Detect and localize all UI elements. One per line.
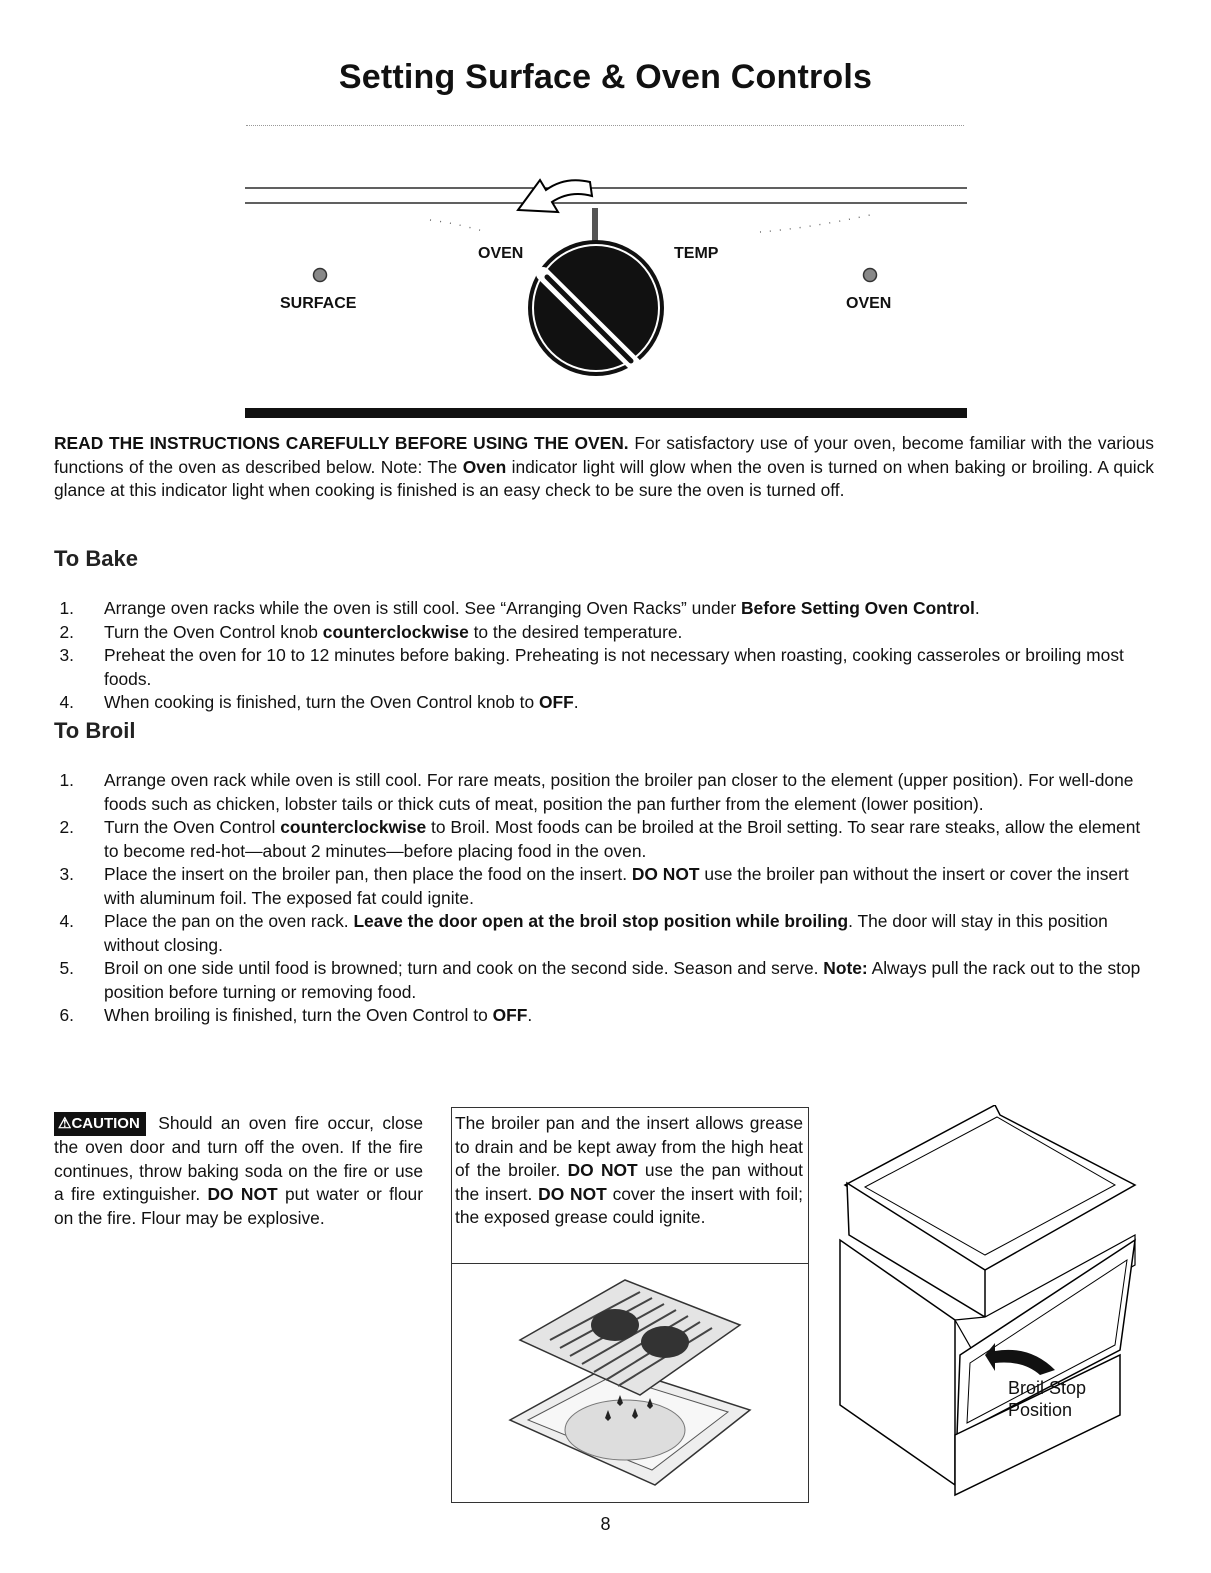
- list-item: 3. Preheat the oven for 10 to 12 minutes before baking. Preheating is not necessary when roasting, cooking casseroles or broiling most foods.: [59, 645, 1124, 689]
- bake-heading: To Bake: [54, 546, 138, 571]
- broiler-pan-illustration: [490, 1270, 770, 1495]
- broil-steps: [54, 769, 1146, 1028]
- list-item: 5. Broil on one side until food is browned; turn and cook on the second side. Season and serve. Note: Always pull the rack out to the stop position before turning or removing food.: [59, 958, 1141, 1002]
- page-number: 8: [600, 1514, 611, 1534]
- oven-knob: [528, 240, 664, 376]
- oven-light-label: OVEN: [846, 295, 892, 312]
- oven-indicator-light: [864, 269, 877, 282]
- list-item: 3. Place the insert on the broiler pan, then place the food on the insert. DO NOT use the broiler pan without the insert or cover the insert with aluminum foil. The exposed fat could ignite.: [59, 864, 1129, 908]
- counterclockwise-arrow-icon: [518, 180, 592, 212]
- title-divider: [246, 125, 964, 126]
- caution-note: ⚠CAUTION Should an oven fire occur, close the oven door and turn off the oven. If the fire continues, throw baking soda on the fire or use a fire extinguisher. DO NOT put water or flour on the fire. Flour may be explosive.: [54, 1113, 423, 1228]
- control-panel-figure: [240, 160, 975, 420]
- broil-stop-label: Broil Stop Position: [1008, 1378, 1087, 1420]
- broiler-pan-text: The broiler pan and the insert allows grease to drain and be kept away from the high heat of the broiler. DO NOT use the pan without the insert. DO NOT cover the insert with foil; the exposed grease could ignite.: [455, 1113, 804, 1227]
- oven-label: OVEN: [478, 245, 524, 262]
- box-divider: [451, 1263, 809, 1264]
- surface-label: SURFACE: [280, 295, 357, 312]
- list-item: 1. Arrange oven racks while the oven is still cool. See “Arranging Oven Racks” under Before Setting Oven Control.: [59, 598, 980, 618]
- range-broil-stop-illustration: [835, 1105, 1160, 1505]
- list-item: 2. Turn the Oven Control knob counterclockwise to the desired temperature.: [59, 621, 683, 642]
- list-item: 4. Place the pan on the oven rack. Leave the door open at the broil stop position while broiling. The door will stay in this position without closing.: [59, 911, 1108, 955]
- broil-heading: To Broil: [54, 718, 136, 743]
- intro-paragraph: READ THE INSTRUCTIONS CAREFULLY BEFORE USING THE OVEN. For satisfactory use of your oven, become familiar with the various functions of the oven as described below. Note: The Oven indicator light will glow when the oven is turned on when baking or broiling. A quick glance at this indicator light when cooking is finished is an easy check to be sure the oven is turned off.: [54, 433, 1154, 500]
- warning-triangle-icon: ⚠: [58, 1115, 72, 1132]
- list-item: 4. When cooking is finished, turn the Oven Control knob to OFF.: [59, 692, 579, 712]
- surface-indicator-light: [314, 269, 327, 282]
- page-title: Setting Surface & Oven Controls: [338, 58, 873, 96]
- list-item: 6. When broiling is finished, turn the Oven Control to OFF.: [59, 1005, 533, 1025]
- caution-badge: ⚠CAUTION: [54, 1112, 146, 1136]
- list-item: 2. Turn the Oven Control counterclockwise to Broil. Most foods can be broiled at the Broil setting. To sear rare steaks, allow the element to become red-hot—about 2 minutes—before placing food in the oven.: [59, 817, 1141, 861]
- list-item: 1. Arrange oven rack while oven is still cool. For rare meats, position the broiler pan closer to the element (upper position). For well-done foods such as chicken, lobster tails or thick cuts of meat, position the pan further from the element (lower position).: [59, 770, 1134, 814]
- temp-label: TEMP: [674, 245, 719, 262]
- bake-steps: [54, 597, 1154, 715]
